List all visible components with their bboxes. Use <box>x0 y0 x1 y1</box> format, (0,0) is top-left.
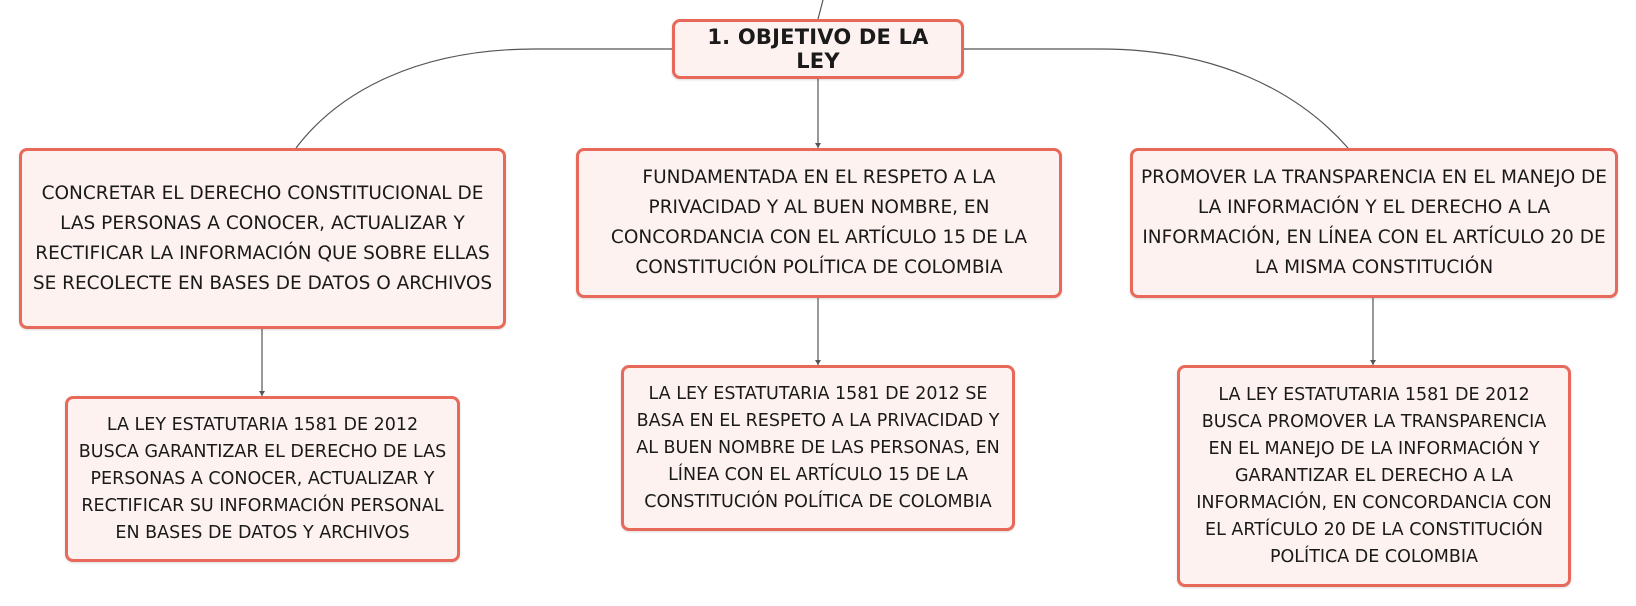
child-node-derecho-constitucional[interactable] <box>65 396 460 562</box>
branch-node-privacidad[interactable] <box>576 148 1062 298</box>
child-node-transparencia[interactable] <box>1177 365 1571 587</box>
branch-node-derecho-constitucional[interactable] <box>19 148 506 329</box>
branch-node-text: CONCRETAR EL DERECHO CONSTITUCIONAL DE LAS PERSONAS A CONOCER, ACTUALIZAR Y RECTIFICAR LA INFORMACIÓN QUE SOBRE ELLAS SE RECOLECTE EN BASES DE DATOS O ARCHIVOS <box>32 182 493 294</box>
root-node[interactable] <box>672 19 964 79</box>
branch-node-text: PROMOVER LA TRANSPARENCIA EN EL MANEJO DE LA INFORMACIÓN Y EL DERECHO A LA INFORMACIÓN, EN LÍNEA CON EL ARTÍCULO 20 DE LA MISMA CONSTITUCIÓN <box>1141 167 1607 278</box>
child-node-text: LA LEY ESTATUTARIA 1581 DE 2012 BUSCA GARANTIZAR EL DERECHO DE LAS PERSONAS A CONOCER, ACTUALIZAR Y RECTIFICAR SU INFORMACIÓN PERSONAL EN BASES DE DATOS Y ARCHIVOS <box>78 414 447 543</box>
child-node-text: LA LEY ESTATUTARIA 1581 DE 2012 SE BASA EN EL RESPETO A LA PRIVACIDAD Y AL BUEN NOMBRE DE LAS PERSONAS, EN LÍNEA CON EL ARTÍCULO 15 DE LA CONSTITUCIÓN POLÍTICA DE COLOMBIA <box>636 383 1000 512</box>
connector-root-to-branch-3 <box>964 49 1348 148</box>
root-node-label: 1. OBJETIVO DE LA LEY <box>707 25 929 73</box>
child-node-text: LA LEY ESTATUTARIA 1581 DE 2012 BUSCA PROMOVER LA TRANSPARENCIA EN EL MANEJO DE LA INFORMACIÓN Y GARANTIZAR EL DERECHO A LA INFORMACIÓN, EN CONCORDANCIA CON EL ARTÍCULO 20 DE LA CONSTITUCIÓN POLÍTICA DE COLOMBIA <box>1196 384 1552 567</box>
connector-parent-to-root <box>818 0 823 19</box>
branch-node-text: FUNDAMENTADA EN EL RESPETO A LA PRIVACIDAD Y AL BUEN NOMBRE, EN CONCORDANCIA CON EL ARTÍCULO 15 DE LA CONSTITUCIÓN POLÍTICA DE COLOMBIA <box>610 167 1028 278</box>
connector-root-to-branch-1 <box>296 49 672 148</box>
child-node-privacidad[interactable] <box>621 365 1015 531</box>
branch-node-transparencia[interactable] <box>1130 148 1618 298</box>
